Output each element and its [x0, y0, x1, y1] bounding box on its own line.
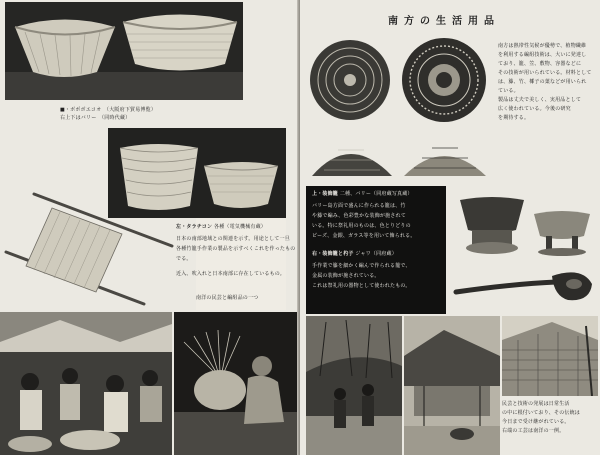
caption-mid-heading: [312, 250, 397, 259]
photo-market-scene: [0, 312, 172, 455]
intro-line-9: を期待する。: [498, 115, 530, 121]
caption-tarachikon-note: 各種（電気機械有蔵）: [214, 224, 267, 230]
caption-top-title: 上・装飾籠: [312, 191, 339, 197]
intro-line-2: を利用する編組技術は、大いに発達し: [498, 52, 587, 58]
photo-village-walkers: [306, 316, 402, 455]
caption-top-line-2: や籐で編み、色彩豊かな装飾が施されて: [312, 213, 406, 219]
intro-line-1: 南方は熱帯性気候が優勢で、植物繊維: [498, 43, 587, 49]
caption-mid-note: ジャワ（同府蔵）: [355, 251, 397, 257]
caption-tarachikon-heading: [176, 223, 266, 232]
bottom-caption-line-3: 今日まで受け継がれている。: [502, 419, 570, 425]
caption-top-note: 二種、バリー（同府蔵写真蔵）: [339, 191, 413, 197]
bottom-caption-line-4: 右端の工芸は南洋の一例。: [502, 428, 565, 434]
photo-woven-trays: [306, 36, 492, 184]
intro-line-7: 製品は丈夫で美しく、実用品として: [498, 97, 582, 103]
caption-top-line-4: ビーズ、金銀、ガラス等を用いて飾られる。: [312, 233, 416, 239]
caption-mid-line-1: 手作業で籐を細かく編んで作られる籠で、: [312, 263, 411, 269]
caption-baskets-main: ■・ボポボエコオ （大阪府下貿易博覧）: [60, 107, 157, 113]
intro-line-4: その技術が用いられている。材料として: [498, 70, 592, 76]
right-page: [300, 0, 600, 455]
intro-line-3: ており、籠、笠、敷物、容器などに: [498, 61, 582, 67]
caption-mid-line-2: 金属の装飾が施されている。: [312, 273, 380, 279]
photo-footed-baskets: [452, 186, 598, 258]
intro-line-6: ている。: [498, 88, 519, 94]
caption-baskets-sub: 右上下はバリー （同時代蔵）: [60, 115, 131, 121]
caption-tarachikon-line-3: でる。: [176, 256, 192, 262]
photo-two-baskets: [5, 2, 243, 100]
photo-ladder-frame: [4, 190, 176, 308]
caption-tarachikon-title: 左・タラチコン: [176, 224, 213, 230]
bottom-caption-line-2: の中に根付いており、その伝統は: [502, 410, 581, 416]
bottom-caption: [502, 400, 598, 436]
photo-basket-weaver: [174, 312, 298, 455]
photo-woven-walls: [502, 316, 598, 396]
caption-top-heading: [312, 190, 413, 199]
photo-ladle: [452, 262, 598, 314]
intro-line-8: 広く使われている。今後の研究: [498, 106, 571, 112]
photo-village-huts: [404, 316, 500, 455]
page-title: 南方の生活用品: [388, 16, 500, 27]
intro-line-5: は、籐、竹、椰子の葉などが用いられ: [498, 79, 587, 85]
caption-tarachikon-line-2: 各種竹籠手作業の製品を示すべくこれを作ったもの: [176, 246, 296, 252]
caption-mid-title: 右・装飾籠と杓子: [312, 251, 354, 257]
caption-tarachikon-footer: 南洋の民芸と編組品の一つ: [196, 295, 259, 301]
left-page: [0, 0, 299, 455]
bottom-caption-line-1: 民芸と技術の発展は日常生活: [502, 401, 570, 407]
caption-mid-line-3: これは祭礼用の器物として使われたもの。: [312, 283, 411, 289]
caption-tarachikon-line-4: 近入、吹入れと日本南部に存在しているもの。: [176, 271, 286, 277]
intro-text: [498, 42, 596, 123]
caption-tarachikon-line-1: 日本の南部地域との関連を示す。用途として一旦: [176, 236, 291, 242]
caption-top-line-3: いる。特に祭礼用のものは、色とりどりの: [312, 223, 411, 229]
caption-top-line-1: バリー島方面で盛んに作られる籠は、竹: [312, 203, 406, 209]
